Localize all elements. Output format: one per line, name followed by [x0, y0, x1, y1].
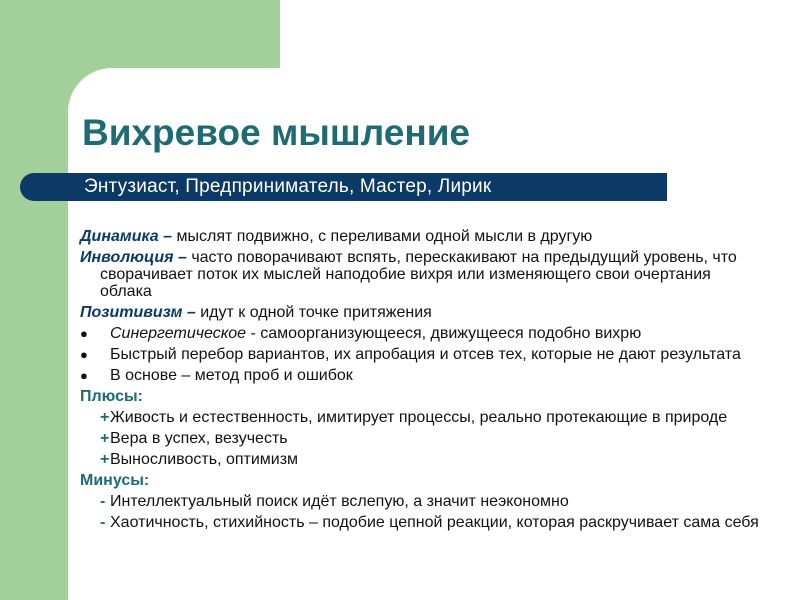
plus-icon: + [100, 430, 110, 447]
term-text: часто поворачивают вспять, перескакивают на предыдущий уровень, что сворачивает поток их мыслей наподобие вихря или изменяющего свои очертания облака [100, 249, 737, 300]
bullet-item [80, 325, 760, 342]
plus-text: Вера в успех, везучесть [110, 430, 288, 447]
minus-item [80, 514, 760, 531]
plus-item [80, 430, 760, 447]
term-label: Динамика – [80, 228, 173, 245]
plus-text: Выносливость, оптимизм [110, 451, 299, 468]
plus-icon: + [100, 451, 110, 468]
bullet-item [80, 367, 760, 384]
minus-text: Интеллектуальный поиск идёт вслепую, а значит неэкономно [110, 493, 569, 510]
bullet-text: В основе – метод проб и ошибок [110, 367, 353, 384]
minus-text: Хаотичность, стихийность – подобие цепной реакции, которая раскручивает сама себя [110, 514, 759, 531]
term-label: Позитивизм – [80, 304, 196, 321]
slide-body [80, 228, 760, 535]
bullet-text: - самоорганизующееся, движущееся подобно вихрю [246, 325, 642, 342]
term-text: идут к одной точке притяжения [195, 304, 432, 321]
line-positivism [80, 304, 760, 321]
minus-icon: - [100, 514, 106, 531]
bullet-icon: ● [80, 347, 88, 362]
bullet-icon: ● [80, 368, 88, 383]
plus-item [80, 451, 760, 468]
bullet-icon: ● [80, 326, 88, 341]
subtitle-text: Энтузиаст, Предприниматель, Мастер, Лирик [84, 176, 492, 197]
minus-heading: Минусы: [80, 472, 150, 489]
line-involution [80, 249, 760, 300]
plus-heading: Плюсы: [80, 388, 144, 405]
term-label: Инволюция – [80, 249, 187, 266]
bullet-item [80, 346, 760, 363]
slide-title: Вихревое мышление [82, 112, 471, 153]
minus-item [80, 493, 760, 510]
line-dynamics [80, 228, 760, 245]
bullet-text: Быстрый перебор вариантов, их апробация и отсев тех, которые не дают результата [110, 346, 741, 363]
plus-text: Живость и естественность, имитирует процессы, реально протекающие в природе [110, 409, 728, 426]
minus-icon: - [100, 493, 106, 510]
plus-icon: + [100, 409, 110, 426]
plus-item [80, 409, 760, 426]
term-text: мыслят подвижно, с переливами одной мысли в другую [172, 228, 593, 245]
bullet-emphasis: Синергетическое [110, 325, 247, 342]
